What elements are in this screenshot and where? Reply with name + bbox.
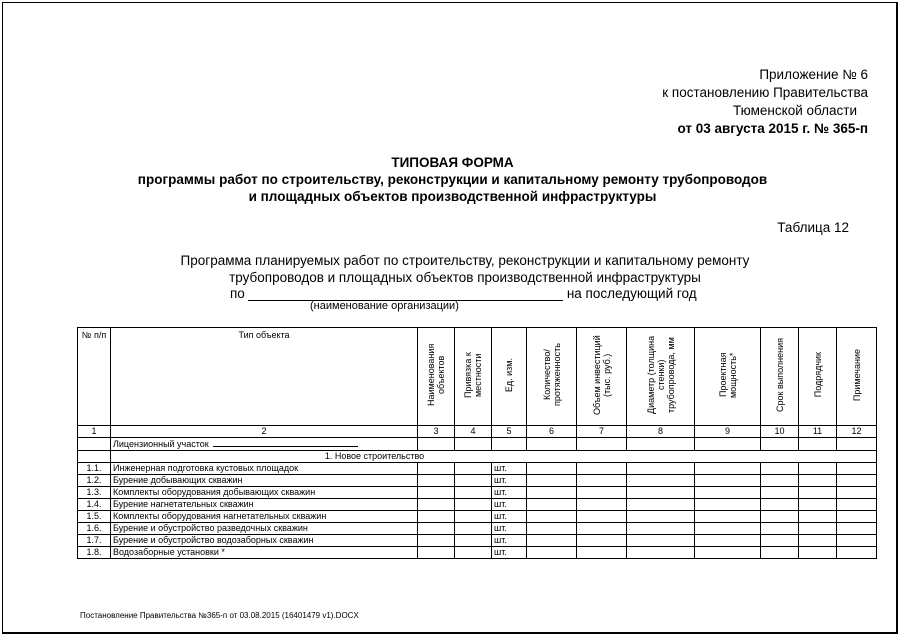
appendix-line-1: Приложение № 6	[759, 67, 868, 82]
header-unit-cell	[492, 328, 527, 426]
table-row	[78, 463, 877, 475]
row-contractor-cell[interactable]	[799, 475, 837, 487]
row-qty-cell[interactable]	[527, 487, 577, 499]
row-note-cell[interactable]	[837, 463, 877, 475]
row-power-cell[interactable]	[695, 487, 761, 499]
col-number: 12	[837, 426, 877, 438]
row-qty-cell[interactable]	[527, 475, 577, 487]
row-name-cell[interactable]	[418, 547, 455, 559]
row-unit: шт.	[492, 499, 527, 511]
row-number: 1.5.	[78, 511, 111, 523]
row-power-cell[interactable]	[695, 463, 761, 475]
row-qty-cell[interactable]	[527, 523, 577, 535]
header-invest-cell	[577, 328, 627, 426]
row-diam-cell[interactable]	[627, 475, 695, 487]
row-diam-cell[interactable]	[627, 535, 695, 547]
row-qty-cell[interactable]	[527, 499, 577, 511]
row-note-cell[interactable]	[837, 535, 877, 547]
row-bind-cell[interactable]	[455, 499, 492, 511]
row-bind-cell[interactable]	[455, 475, 492, 487]
row-contractor-cell[interactable]	[799, 463, 837, 475]
header-bind: Привязка к местности	[463, 352, 483, 398]
license-row	[78, 438, 877, 451]
organization-blank[interactable]	[248, 286, 563, 301]
row-term-cell[interactable]	[761, 547, 799, 559]
row-name-cell[interactable]	[418, 487, 455, 499]
col-number: 3	[418, 426, 455, 438]
title-line-1: ТИПОВАЯ ФОРМА	[391, 155, 514, 170]
row-diam-cell[interactable]	[627, 511, 695, 523]
col-number: 11	[799, 426, 837, 438]
row-unit: шт.	[492, 547, 527, 559]
row-name-cell[interactable]	[418, 523, 455, 535]
row-term-cell[interactable]	[761, 499, 799, 511]
row-type: Бурение и обустройство водозаборных скважин	[111, 535, 418, 547]
row-invest-cell[interactable]	[577, 547, 627, 559]
header-diam-cell	[627, 328, 695, 426]
row-bind-cell[interactable]	[455, 463, 492, 475]
col-number: 10	[761, 426, 799, 438]
col-number: 2	[111, 426, 418, 438]
row-note-cell[interactable]	[837, 511, 877, 523]
row-power-cell[interactable]	[695, 535, 761, 547]
row-power-cell[interactable]	[695, 547, 761, 559]
col-number: 9	[695, 426, 761, 438]
col-number: 5	[492, 426, 527, 438]
program-table	[77, 327, 877, 559]
table-row	[78, 487, 877, 499]
row-type: Инженерная подготовка кустовых площадок	[111, 463, 418, 475]
table-row	[78, 499, 877, 511]
row-contractor-cell[interactable]	[799, 535, 837, 547]
row-type: Бурение добывающих скважин	[111, 475, 418, 487]
header-qty-cell	[527, 328, 577, 426]
row-invest-cell[interactable]	[577, 463, 627, 475]
row-invest-cell[interactable]	[577, 475, 627, 487]
row-contractor-cell[interactable]	[799, 499, 837, 511]
row-power-cell[interactable]	[695, 523, 761, 535]
row-unit: шт.	[492, 511, 527, 523]
row-invest-cell[interactable]	[577, 499, 627, 511]
header-power: Проектная мощность*	[717, 352, 738, 398]
col-number: 7	[577, 426, 627, 438]
program-heading	[0, 252, 905, 286]
header-note-cell	[837, 328, 877, 426]
table-row	[78, 523, 877, 535]
document-title	[0, 154, 905, 205]
row-qty-cell[interactable]	[527, 511, 577, 523]
header-unit: Ед. изм.	[504, 357, 514, 393]
header-term: Срок выполнения	[774, 338, 785, 412]
header-type: Тип объекта	[111, 328, 418, 426]
license-label: Лицензионный участок	[111, 438, 418, 451]
row-type: Комплекты оборудования нагнетательных скважин	[111, 511, 418, 523]
row-qty-cell[interactable]	[527, 547, 577, 559]
row-power-cell[interactable]	[695, 475, 761, 487]
row-name-cell[interactable]	[418, 463, 455, 475]
row-contractor-cell[interactable]	[799, 511, 837, 523]
organization-caption: (наименование организации)	[310, 300, 459, 312]
row-type: Бурение нагнетательных скважин	[111, 499, 418, 511]
table-row	[78, 547, 877, 559]
row-name-cell[interactable]	[418, 511, 455, 523]
row-contractor-cell[interactable]	[799, 487, 837, 499]
program-line-2: трубопроводов и площадных объектов производственной инфраструктуры	[229, 270, 701, 285]
col-number: 4	[455, 426, 492, 438]
header-term-cell	[761, 328, 799, 426]
row-term-cell[interactable]	[761, 535, 799, 547]
row-diam-cell[interactable]	[627, 463, 695, 475]
row-invest-cell[interactable]	[577, 535, 627, 547]
table-label: Таблица 12	[777, 220, 849, 235]
header-power-cell	[695, 328, 761, 426]
col-number: 8	[627, 426, 695, 438]
row-number: 1.2.	[78, 475, 111, 487]
header-bind-cell	[455, 328, 492, 426]
license-blank[interactable]	[213, 438, 358, 447]
row-name-cell[interactable]	[418, 535, 455, 547]
row-number: 1.8.	[78, 547, 111, 559]
row-diam-cell[interactable]	[627, 487, 695, 499]
row-qty-cell[interactable]	[527, 535, 577, 547]
row-name-cell[interactable]	[418, 475, 455, 487]
row-number: 1.3.	[78, 487, 111, 499]
row-note-cell[interactable]	[837, 487, 877, 499]
table-row	[78, 475, 877, 487]
header-qty: Количество/ протяженность	[541, 343, 562, 407]
row-note-cell[interactable]	[837, 475, 877, 487]
row-type: Водозаборные установки *	[111, 547, 418, 559]
row-invest-cell[interactable]	[577, 523, 627, 535]
header-num: № п/п	[78, 328, 111, 426]
header-row	[78, 328, 877, 426]
appendix-line-4: от 03 августа 2015 г. № 365-п	[677, 121, 868, 136]
row-unit: шт.	[492, 463, 527, 475]
row-term-cell[interactable]	[761, 523, 799, 535]
section-title: 1. Новое строительство	[111, 451, 877, 463]
row-number: 1.6.	[78, 523, 111, 535]
row-contractor-cell[interactable]	[799, 547, 837, 559]
column-number-row	[78, 426, 877, 438]
header-note: Примечание	[851, 348, 862, 402]
row-diam-cell[interactable]	[627, 547, 695, 559]
header-contractor: Подрядчик	[812, 352, 823, 398]
row-term-cell[interactable]	[761, 463, 799, 475]
header-invest: Объем инвестиций (тыс. руб.)	[591, 335, 612, 415]
header-name: Наименования объектов	[426, 343, 446, 407]
row-number: 1.1.	[78, 463, 111, 475]
header-contractor-cell	[799, 328, 837, 426]
table-row	[78, 511, 877, 523]
col-number: 6	[527, 426, 577, 438]
row-contractor-cell[interactable]	[799, 523, 837, 535]
row-number: 1.4.	[78, 499, 111, 511]
row-bind-cell[interactable]	[455, 547, 492, 559]
row-power-cell[interactable]	[695, 511, 761, 523]
organization-line	[230, 286, 697, 301]
table-row	[78, 535, 877, 547]
row-note-cell[interactable]	[837, 547, 877, 559]
row-unit: шт.	[492, 523, 527, 535]
row-invest-cell[interactable]	[577, 511, 627, 523]
row-term-cell[interactable]	[761, 487, 799, 499]
header-name-cell	[418, 328, 455, 426]
col-number: 1	[78, 426, 111, 438]
appendix-line-3: Тюменской области	[733, 103, 857, 118]
row-unit: шт.	[492, 487, 527, 499]
row-diam-cell[interactable]	[627, 523, 695, 535]
row-type: Комплекты оборудования добывающих скважин	[111, 487, 418, 499]
next-year-label: на последующий год	[566, 286, 697, 301]
row-name-cell[interactable]	[418, 499, 455, 511]
appendix-block	[662, 66, 868, 138]
row-note-cell[interactable]	[837, 523, 877, 535]
title-line-3: и площадных объектов производственной инфраструктуры	[248, 189, 657, 204]
row-note-cell[interactable]	[837, 499, 877, 511]
row-unit: шт.	[492, 535, 527, 547]
row-invest-cell[interactable]	[577, 487, 627, 499]
row-type: Бурение и обустройство разведочных скважин	[111, 523, 418, 535]
section-row	[78, 451, 877, 463]
header-diam: Диаметр (толщина стенки) трубопровода, мм	[645, 335, 676, 415]
row-unit: шт.	[492, 475, 527, 487]
row-bind-cell[interactable]	[455, 511, 492, 523]
appendix-line-2: к постановлению Правительства	[662, 85, 868, 100]
row-bind-cell[interactable]	[455, 523, 492, 535]
footer-filename: Постановление Правительства №365-п от 03.08.2015 (16401479 v1).DOCX	[80, 611, 359, 620]
row-bind-cell[interactable]	[455, 535, 492, 547]
title-line-2: программы работ по строительству, реконструкции и капитальному ремонту трубопроводов	[137, 172, 768, 187]
po-label: по	[230, 286, 245, 301]
row-number: 1.7.	[78, 535, 111, 547]
program-line-1: Программа планируемых работ по строительству, реконструкции и капитальному ремонту	[180, 253, 750, 268]
row-term-cell[interactable]	[761, 511, 799, 523]
row-diam-cell[interactable]	[627, 499, 695, 511]
row-power-cell[interactable]	[695, 499, 761, 511]
row-term-cell[interactable]	[761, 475, 799, 487]
row-bind-cell[interactable]	[455, 487, 492, 499]
row-qty-cell[interactable]	[527, 463, 577, 475]
